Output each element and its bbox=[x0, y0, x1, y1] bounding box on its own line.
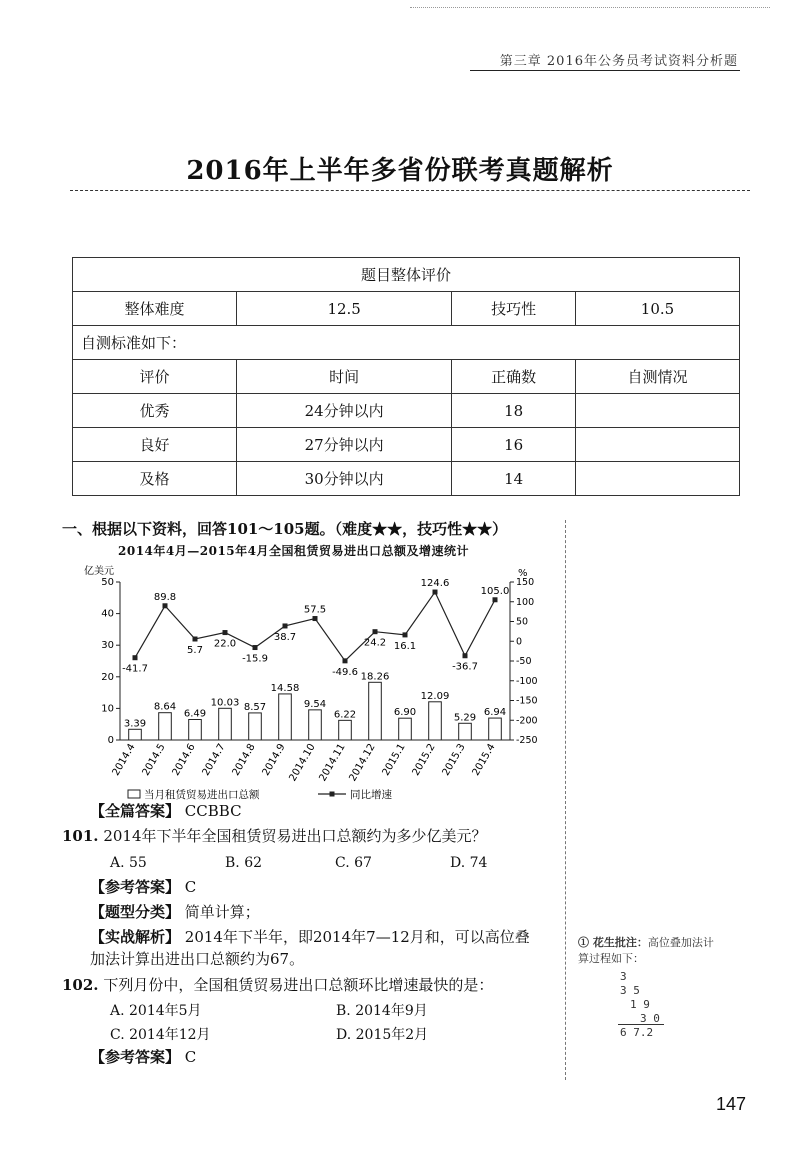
q101-analysis-line1: 2014年下半年，即2014年7—12月和，可以高位叠 bbox=[184, 928, 530, 946]
q101-option-b: B. 62 bbox=[225, 855, 263, 871]
left-tick-label: 0 bbox=[107, 735, 114, 746]
bar bbox=[129, 729, 142, 740]
correct-cell: 16 bbox=[452, 428, 576, 462]
calc-line: 3 bbox=[620, 970, 627, 983]
self-cell bbox=[575, 462, 739, 496]
time-cell: 27分钟以内 bbox=[237, 428, 452, 462]
margin-divider bbox=[565, 520, 566, 1080]
x-tick-label: 2015.2 bbox=[410, 742, 438, 778]
correct-cell: 18 bbox=[452, 394, 576, 428]
difficulty-value: 12.5 bbox=[237, 292, 452, 326]
col-header: 时间 bbox=[237, 360, 452, 394]
bar-value-label: 6.94 bbox=[483, 707, 507, 719]
q101-stem: 2014年下半年全国租赁贸易进出口总额约为多少亿美元？ bbox=[103, 827, 487, 845]
calc-line: 3 0 bbox=[640, 1012, 660, 1025]
growth-point bbox=[343, 658, 348, 663]
right-tick-label: -200 bbox=[516, 715, 538, 727]
standard-label: 自测标准如下： bbox=[73, 326, 740, 360]
growth-value-label: -41.7 bbox=[122, 663, 148, 675]
bar-value-label: 8.57 bbox=[243, 701, 267, 713]
growth-point bbox=[133, 655, 138, 660]
bar-value-label: 14.58 bbox=[270, 682, 300, 694]
x-tick-label: 2015.4 bbox=[470, 742, 498, 778]
growth-value-label: 5.7 bbox=[187, 644, 203, 656]
q102-ref-answer bbox=[90, 1046, 196, 1068]
all-answers bbox=[90, 800, 242, 822]
bar bbox=[309, 710, 322, 740]
x-tick-label: 2014.8 bbox=[230, 742, 258, 778]
bar bbox=[459, 723, 472, 740]
question-101 bbox=[62, 825, 487, 847]
x-tick-label: 2014.12 bbox=[347, 742, 378, 784]
bar bbox=[339, 720, 352, 740]
left-tick-label: 30 bbox=[101, 640, 114, 652]
q101-number: 101. bbox=[62, 827, 99, 845]
col-header: 自测情况 bbox=[575, 360, 739, 394]
bar bbox=[219, 708, 232, 740]
growth-point bbox=[253, 645, 258, 650]
bar bbox=[279, 694, 292, 740]
header-rule bbox=[470, 70, 740, 71]
right-tick-label: 150 bbox=[516, 577, 535, 588]
growth-value-label: 105.0 bbox=[480, 585, 510, 597]
right-tick-label: -150 bbox=[516, 695, 538, 707]
bar-value-label: 9.54 bbox=[303, 698, 327, 710]
right-axis-unit: % bbox=[518, 568, 528, 579]
legend-line-label: 同比增速 bbox=[350, 789, 392, 801]
table-caption: 题目整体评价 bbox=[73, 258, 740, 292]
side-note-label: ① 花生批注： bbox=[578, 936, 648, 949]
growth-point bbox=[193, 636, 198, 641]
q101-analysis bbox=[90, 926, 530, 948]
calc-line: 6 7.2 bbox=[620, 1026, 654, 1039]
growth-value-label: 16.1 bbox=[393, 640, 417, 652]
top-dotted-rule bbox=[410, 7, 770, 8]
growth-value-label: -15.9 bbox=[242, 653, 268, 665]
growth-point bbox=[433, 590, 438, 595]
skill-value: 10.5 bbox=[575, 292, 739, 326]
right-tick-label: 0 bbox=[516, 636, 523, 648]
growth-value-label: 89.8 bbox=[153, 591, 177, 603]
growth-point bbox=[403, 632, 408, 637]
bar bbox=[159, 713, 172, 740]
bar-value-label: 3.39 bbox=[123, 718, 147, 730]
q101-option-a: A. 55 bbox=[110, 855, 147, 871]
col-header: 正确数 bbox=[452, 360, 576, 394]
growth-point bbox=[223, 630, 228, 635]
self-cell bbox=[575, 394, 739, 428]
legend-bar-swatch bbox=[128, 790, 140, 798]
bar bbox=[369, 682, 382, 740]
q101-analysis-label: 【实战解析】 bbox=[90, 928, 181, 946]
bar-value-label: 5.29 bbox=[453, 712, 477, 724]
bar-value-label: 10.03 bbox=[210, 697, 240, 709]
correct-cell: 14 bbox=[452, 462, 576, 496]
q102-option-d: D. 2015年2月 bbox=[336, 1027, 429, 1043]
trade-chart bbox=[78, 560, 558, 810]
bar bbox=[489, 718, 502, 740]
time-cell: 30分钟以内 bbox=[237, 462, 452, 496]
left-tick-label: 20 bbox=[101, 671, 114, 683]
x-tick-label: 2014.10 bbox=[287, 742, 318, 784]
bar bbox=[189, 719, 202, 740]
q102-option-a: A. 2014年5月 bbox=[110, 1003, 202, 1019]
q101-type-value: 简单计算； bbox=[184, 903, 260, 921]
x-tick-label: 2014.6 bbox=[170, 742, 198, 778]
q101-option-d: D. 74 bbox=[450, 855, 488, 871]
q101-type-label: 【题型分类】 bbox=[90, 903, 181, 921]
x-tick-label: 2014.9 bbox=[260, 742, 288, 778]
all-answers-value: CCBBC bbox=[184, 802, 242, 820]
growth-value-label: 57.5 bbox=[303, 604, 327, 616]
calc-line: 1 9 bbox=[630, 998, 650, 1011]
bar bbox=[399, 718, 412, 740]
difficulty-label: 整体难度 bbox=[73, 292, 237, 326]
growth-point bbox=[493, 597, 498, 602]
grade-cell: 良好 bbox=[73, 428, 237, 462]
legend-bar-label: 当月租赁贸易进出口总额 bbox=[144, 789, 260, 801]
right-tick-label: -100 bbox=[516, 675, 538, 687]
left-tick-label: 50 bbox=[101, 577, 114, 588]
self-cell bbox=[575, 428, 739, 462]
q101-ref-answer bbox=[90, 876, 196, 898]
growth-value-label: -36.7 bbox=[452, 661, 478, 673]
grade-cell: 及格 bbox=[73, 462, 237, 496]
q101-type bbox=[90, 901, 260, 923]
col-header: 评价 bbox=[73, 360, 237, 394]
section-intro: 一、根据以下资料，回答101～105题。（难度★★，技巧性★★） bbox=[62, 520, 508, 538]
x-tick-label: 2014.11 bbox=[317, 742, 348, 784]
growth-point bbox=[163, 603, 168, 608]
table-row bbox=[73, 462, 740, 496]
left-tick-label: 40 bbox=[101, 608, 114, 620]
q101-analysis-line2: 加法计算出进出口总额约为67。 bbox=[90, 950, 305, 968]
running-header: 第三章 2016年公务员考试资料分析题 bbox=[499, 54, 738, 69]
legend-line-marker bbox=[330, 792, 335, 797]
chart-title: 2014年4月—2015年4月全国租赁贸易进出口总额及增速统计 bbox=[118, 544, 469, 558]
all-answers-label: 【全篇答案】 bbox=[90, 802, 181, 820]
page-number: 147 bbox=[715, 1094, 746, 1114]
bar-value-label: 18.26 bbox=[360, 671, 390, 683]
question-102 bbox=[62, 974, 493, 996]
q101-option-c: C. 67 bbox=[335, 855, 372, 871]
q101-ref-label: 【参考答案】 bbox=[90, 878, 181, 896]
left-tick-label: 10 bbox=[101, 703, 114, 715]
evaluation-table bbox=[72, 257, 740, 496]
right-tick-label: 100 bbox=[516, 596, 535, 608]
bar-value-label: 12.09 bbox=[420, 690, 450, 702]
q102-stem: 下列月份中，全国租赁贸易进出口总额环比增速最快的是： bbox=[103, 976, 494, 994]
growth-point bbox=[463, 653, 468, 658]
q102-option-c: C. 2014年12月 bbox=[110, 1027, 211, 1043]
bar-value-label: 8.64 bbox=[153, 701, 177, 713]
calc-line: 3 5 bbox=[620, 984, 640, 997]
x-tick-label: 2015.3 bbox=[440, 742, 468, 778]
growth-value-label: 38.7 bbox=[273, 631, 297, 643]
growth-value-label: 22.0 bbox=[213, 638, 237, 650]
left-axis-unit: 亿美元 bbox=[84, 566, 114, 577]
bar-value-label: 6.49 bbox=[183, 708, 207, 720]
q102-ref-label: 【参考答案】 bbox=[90, 1048, 181, 1066]
side-note-text1: 高位叠加法计 bbox=[647, 936, 714, 949]
growth-point bbox=[373, 629, 378, 634]
skill-label: 技巧性 bbox=[452, 292, 576, 326]
table-row bbox=[73, 428, 740, 462]
q102-number: 102. bbox=[62, 976, 99, 994]
bar bbox=[429, 702, 442, 740]
right-tick-label: -50 bbox=[516, 656, 532, 667]
x-tick-label: 2014.7 bbox=[200, 742, 228, 778]
x-tick-label: 2014.5 bbox=[140, 742, 168, 778]
page-title: 2016年上半年多省份联考真题解析 bbox=[186, 156, 614, 186]
calc-rule bbox=[618, 1024, 664, 1025]
right-tick-label: -250 bbox=[516, 735, 538, 746]
growth-point bbox=[313, 616, 318, 621]
q101-ref-value: C bbox=[184, 878, 197, 896]
growth-value-label: 24.2 bbox=[363, 637, 387, 649]
x-tick-label: 2015.1 bbox=[380, 742, 408, 778]
bar bbox=[249, 713, 262, 740]
side-note bbox=[578, 934, 714, 950]
table-header-row bbox=[73, 360, 740, 394]
growth-value-label: 124.6 bbox=[420, 578, 450, 590]
right-tick-label: 50 bbox=[516, 616, 529, 628]
title-rule bbox=[70, 190, 750, 191]
x-tick-label: 2014.4 bbox=[110, 742, 138, 778]
bar-value-label: 6.90 bbox=[393, 707, 417, 719]
growth-point bbox=[283, 623, 288, 628]
side-note-text2: 算过程如下： bbox=[578, 952, 644, 965]
bar-value-label: 6.22 bbox=[333, 709, 357, 721]
q102-ref-value: C bbox=[184, 1048, 197, 1066]
time-cell: 24分钟以内 bbox=[237, 394, 452, 428]
growth-value-label: -49.6 bbox=[332, 666, 358, 678]
table-row bbox=[73, 394, 740, 428]
grade-cell: 优秀 bbox=[73, 394, 237, 428]
q102-option-b: B. 2014年9月 bbox=[336, 1003, 428, 1019]
